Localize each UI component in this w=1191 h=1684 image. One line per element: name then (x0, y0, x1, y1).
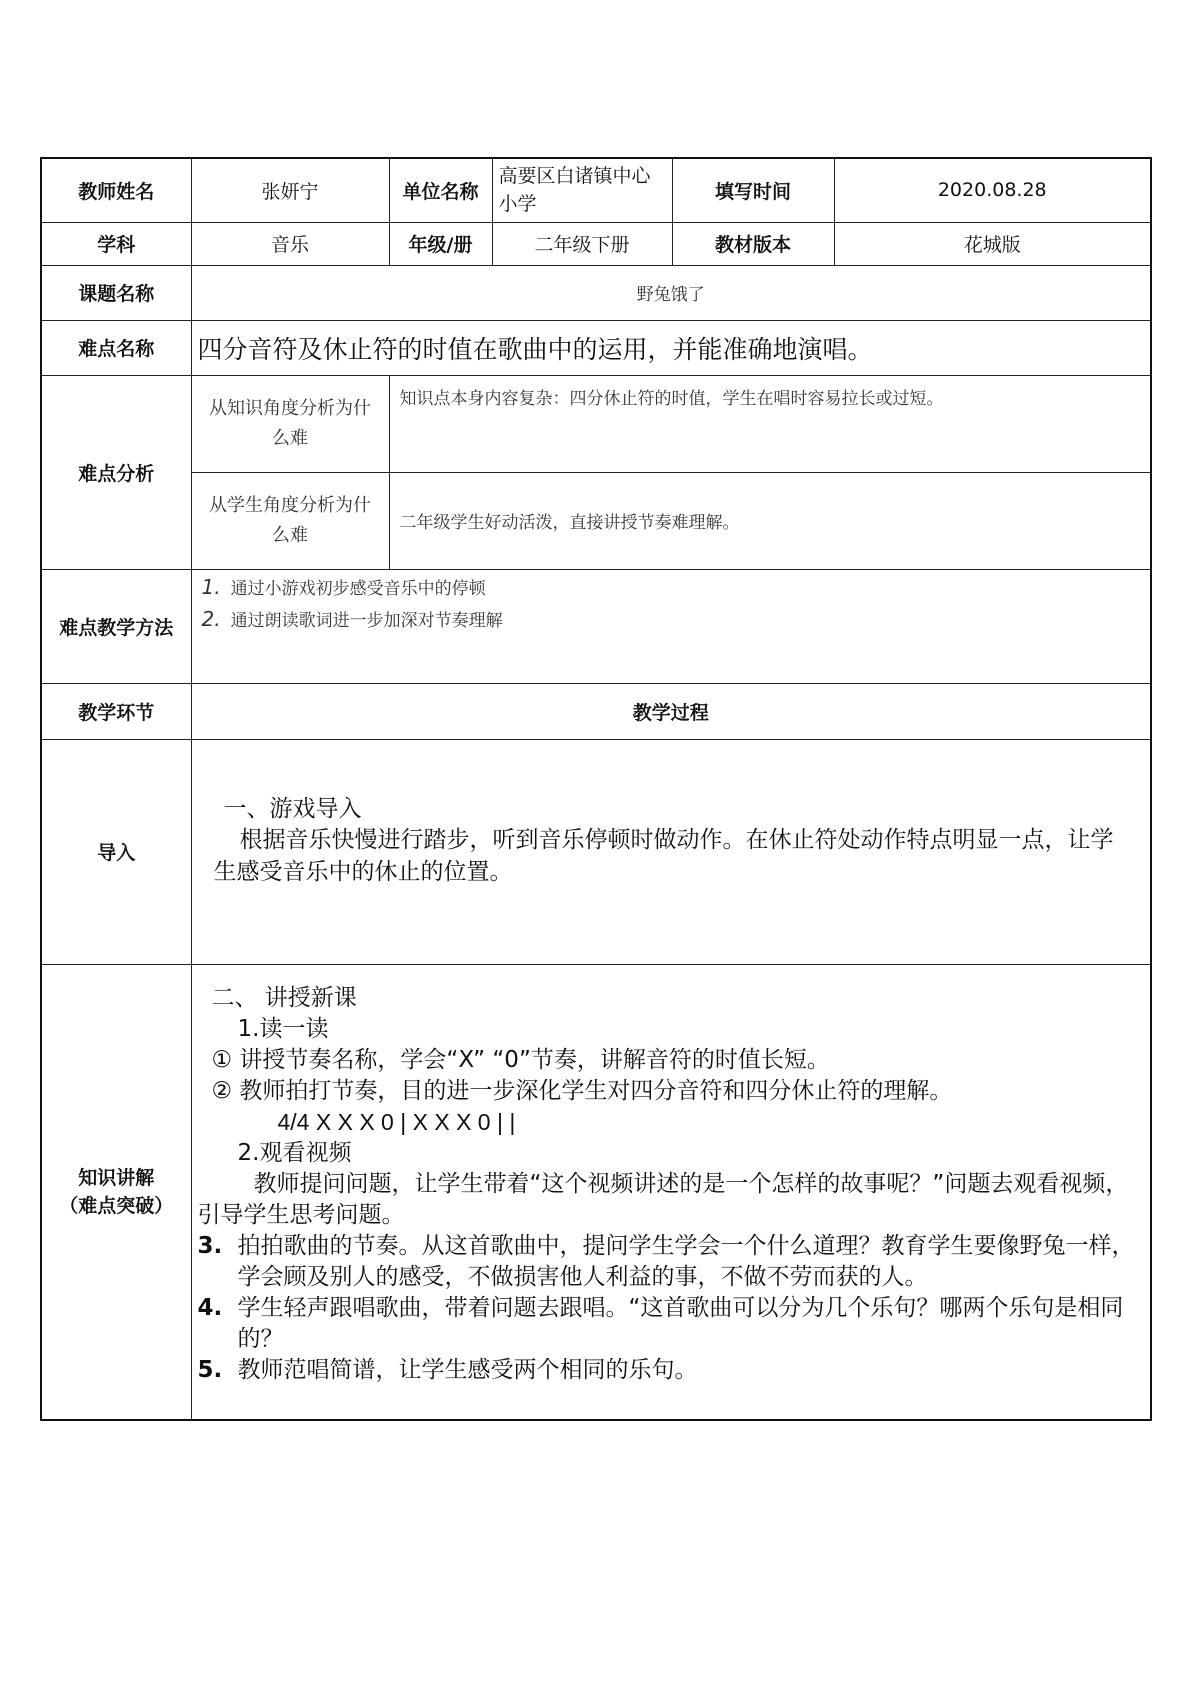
analysis-row-student (41, 472, 1151, 569)
unit-name-value: 高要区白诸镇中心小学 (492, 158, 672, 222)
methods-list (191, 569, 1151, 683)
lesson-label-line2: （难点突破） (59, 1194, 174, 1217)
lesson-item: 5. 教师范唱简谱，让学生感受两个相同的乐句。 (197, 1356, 698, 1383)
intro-row (41, 739, 1151, 964)
teacher-name-value: 张妍宁 (191, 158, 389, 222)
analysis-label: 难点分析 (41, 375, 191, 569)
difficulty-name-value: 四分音符及休止符的时值在歌曲中的运用，并能准确地演唱。 (191, 320, 1151, 375)
unit-name-label: 单位名称 (389, 158, 492, 222)
difficulty-name-row (41, 320, 1151, 375)
lesson-item: 3. 拍拍歌曲的节奏。从这首歌曲中，提问学生学会一个什么道理？教育学生要像野兔一样，学会顾及别人的感受，不做损害他人利益的事，不做不劳而获的人。 (197, 1232, 1135, 1290)
fill-date-value: 2020.08.28 (834, 158, 1151, 222)
fill-date-label: 填写时间 (672, 158, 834, 222)
stage-header: 教学环节 (41, 683, 191, 739)
rhythm-pattern: 4/4 X X X 0 | X X X 0 | | (277, 1108, 516, 1135)
edition-label: 教材版本 (672, 222, 834, 265)
grade-label: 年级/册 (389, 222, 492, 265)
header-row-1 (41, 158, 1151, 222)
lesson-item: 4. 学生轻声跟唱歌曲，带着问题去跟唱。“这首歌曲可以分为几个乐句？哪两个乐句是相同的？ (197, 1294, 1124, 1352)
analysis-row-knowledge (41, 375, 1151, 472)
edition-value: 花城版 (834, 222, 1151, 265)
topic-label: 课题名称 (41, 265, 191, 320)
methods-label: 难点教学方法 (41, 569, 191, 683)
intro-body: 根据音乐快慢进行踏步，听到音乐停顿时做动作。在休止符处动作特点明显一点，让学生感受音乐中的休止的位置。 (213, 826, 1114, 885)
subject-value: 音乐 (191, 222, 389, 265)
lesson-row (41, 964, 1151, 1420)
methods-row (41, 569, 1151, 683)
lesson-heading: 二、 讲授新课 (211, 984, 357, 1011)
knowledge-angle-text: 知识点本身内容复杂：四分休止符的时值，学生在唱时容易拉长或过短。 (389, 375, 1151, 472)
difficulty-name-label: 难点名称 (41, 320, 191, 375)
method-item: 1. 通过小游戏初步感受音乐中的停顿 (201, 574, 486, 599)
step2-title: 2.观看视频 (237, 1139, 352, 1166)
header-row-2 (41, 222, 1151, 265)
lesson-label-line1: 知识讲解 (78, 1166, 155, 1189)
method-item: 2. 通过朗读歌词进一步加深对节奏理解 (201, 606, 503, 631)
subject-label: 学科 (41, 222, 191, 265)
student-angle-text: 二年级学生好动活泼，直接讲授节奏难理解。 (389, 472, 1151, 569)
process-header: 教学过程 (191, 683, 1151, 739)
teacher-name-label: 教师姓名 (41, 158, 191, 222)
intro-heading: 一、游戏导入 (223, 795, 362, 822)
grade-value: 二年级下册 (492, 222, 672, 265)
step2-body: 教师提问问题，让学生带着“这个视频讲述的是一个怎样的故事呢？”问题去观看视频，引导学生思考问题。 (197, 1170, 1129, 1228)
step1-title: 1.读一读 (237, 1015, 329, 1042)
topic-value: 野兔饿了 (191, 265, 1151, 320)
student-angle-label: 从学生角度分析为什么难 (191, 472, 389, 569)
step1-item-a: ① 讲授节奏名称，学会“X” “0”节奏，讲解音符的时值长短。 (211, 1046, 830, 1073)
intro-content (191, 739, 1151, 964)
process-header-row (41, 683, 1151, 739)
knowledge-angle-label: 从知识角度分析为什么难 (191, 375, 389, 472)
step1-item-b: ② 教师拍打节奏，目的进一步深化学生对四分音符和四分休止符的理解。 (211, 1077, 953, 1104)
topic-row (41, 265, 1151, 320)
lesson-label (41, 964, 191, 1420)
lesson-content (191, 964, 1151, 1420)
lesson-plan-table (40, 157, 1152, 1421)
intro-label: 导入 (41, 739, 191, 964)
